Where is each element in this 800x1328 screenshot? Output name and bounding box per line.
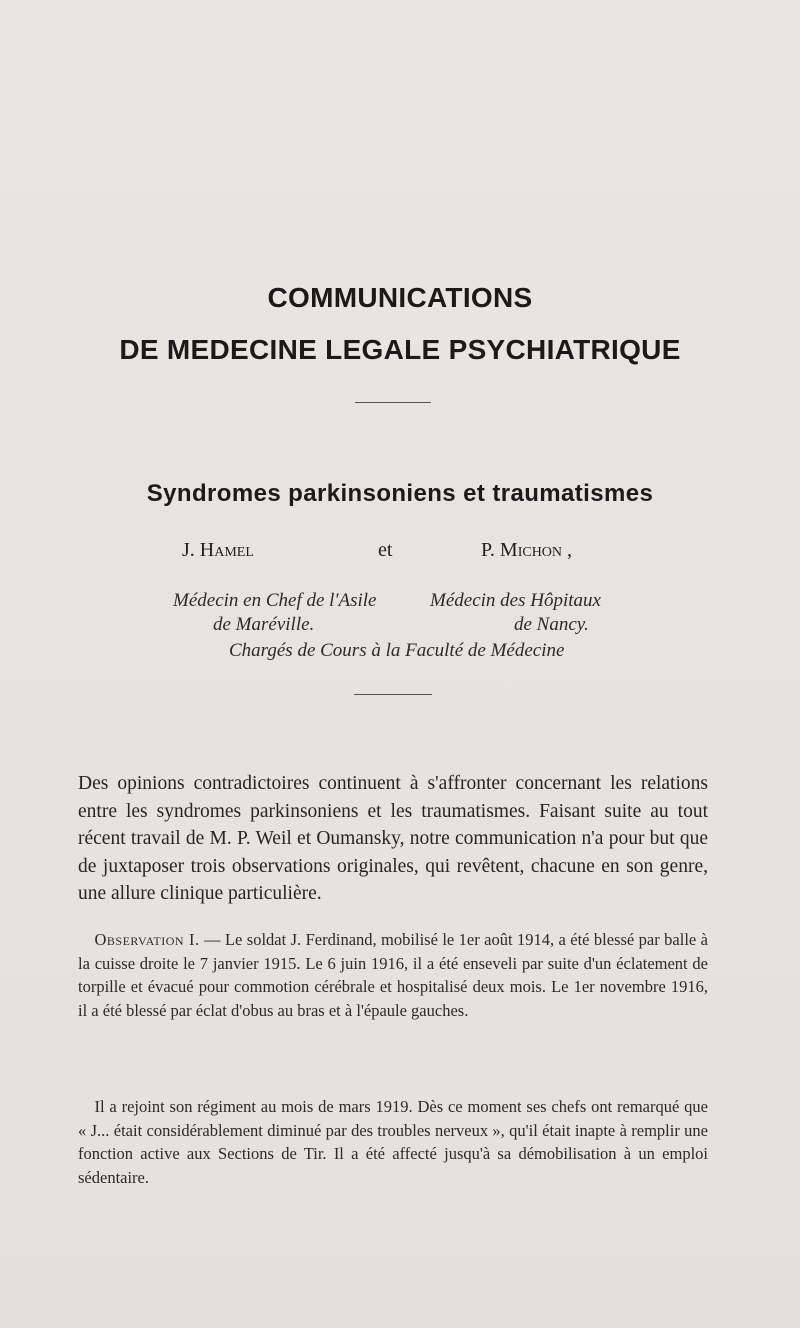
observation-paragraph-1 [78,928,708,1022]
affiliation-michon-line2: de Nancy. [514,614,589,635]
observation-label: Observation I. [94,930,200,949]
divider-bottom [354,694,432,695]
authors-conjunction: et [378,539,393,561]
affiliation-hamel-line1: Médecin en Chef de l'Asile [173,590,377,611]
observation-text-1: — Le soldat J. Ferdinand, mobilisé le 1er août 1914, a été blessé par balle à la cuisse droite le 7 janvier 1915. Le 6 juin 1916, il a été enseveli par suite d'un éclatement de torpille et évacué pour commotion cérébrale et hospitalisé deux mois. Le 1er novembre 1916, il a été blessé par éclat d'obus au bras et à l'épaule gauches. [78,930,708,1020]
article-title: Syndromes parkinsoniens et traumatismes [146,480,654,507]
affiliation-hamel-line2: de Maréville. [213,614,315,635]
section-heading-line1: COMMUNICATIONS [267,282,533,313]
intro-paragraph: Des opinions contradictoires continuent à s'affronter concernant les relations entre les syndromes parkinsoniens et les traumatismes. Faisant suite au tout récent travail de M. P. Weil et Oumansky, notre communication n'a pour but que de juxtaposer trois observations originales, qui revêtent, chacune en son genre, une allure clinique particulière. [78,773,708,904]
affiliation-shared: Chargés de Cours à la Faculté de Médecine [229,640,565,661]
observation-paragraph-2: Il a rejoint son régiment au mois de mars 1919. Dès ce moment ses chefs ont remarqué que « J... était considérablement diminué par des troubles nerveux », qu'il était inapte à remplir une fonction active aux Sections de Tir. Il a été affecté jusqu'à sa démobilisation à un emploi sédentaire. [78,1097,708,1187]
divider-top [355,402,431,403]
author-hamel: J. Hamel [182,539,254,561]
affiliation-michon-line1: Médecin des Hôpitaux [430,590,601,611]
section-heading-line2: DE MEDECINE LEGALE PSYCHIATRIQUE [119,334,681,365]
author-michon: P. Michon , [481,539,573,561]
